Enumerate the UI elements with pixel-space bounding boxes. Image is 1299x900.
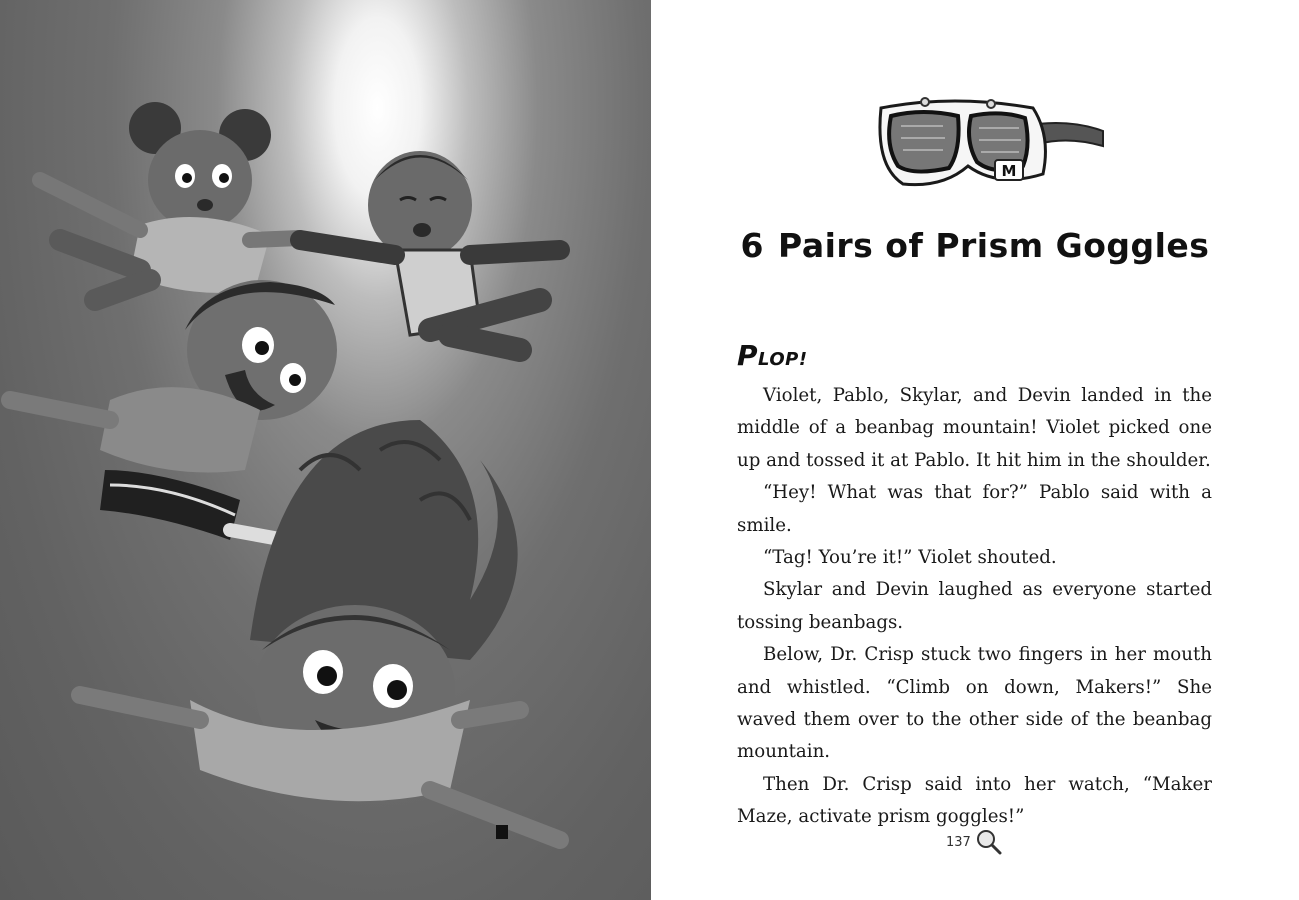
- opener-cap: P: [737, 339, 759, 372]
- page-number: 137: [946, 834, 971, 850]
- paragraph: Then Dr. Crisp said into her watch, “Maker Maze, activate prism goggles!”: [737, 773, 1212, 828]
- goggle-label: M: [1001, 162, 1017, 180]
- paragraph: Skylar and Devin laughed as everyone started tossing beanbags.: [737, 579, 1212, 633]
- paragraph: Violet, Pablo, Skylar, and Devin landed in the middle of a beanbag mountain! Violet picked one up and tossed it at Pablo. It hit him in the shoulder.: [737, 385, 1212, 471]
- child-girl-puffs: [40, 102, 300, 300]
- paragraph: Below, Dr. Crisp stuck two fingers in her mouth and whistled. “Climb on down, Makers!” She waved them over to the other side of the beanbag mountain.: [737, 644, 1212, 763]
- prism-goggles-icon: [873, 96, 1107, 200]
- text-page: [651, 0, 1299, 900]
- magnifying-glass-icon: [975, 829, 1003, 855]
- chapter-body: [737, 336, 1212, 834]
- paragraph: “Hey! What was that for?” Pablo said with a smile.: [737, 482, 1212, 536]
- chapter-number: 6: [740, 226, 765, 265]
- child-boy-middle: [10, 280, 337, 540]
- opener-rest: LOP!: [758, 349, 808, 370]
- page-footer: [946, 829, 1003, 855]
- chapter-title: Pairs of Prism Goggles: [778, 226, 1210, 265]
- child-boy-top: [300, 151, 560, 350]
- opener-word: [737, 336, 1212, 380]
- chapter-heading: [651, 226, 1299, 265]
- paragraph: “Tag! You’re it!” Violet shouted.: [763, 547, 1057, 569]
